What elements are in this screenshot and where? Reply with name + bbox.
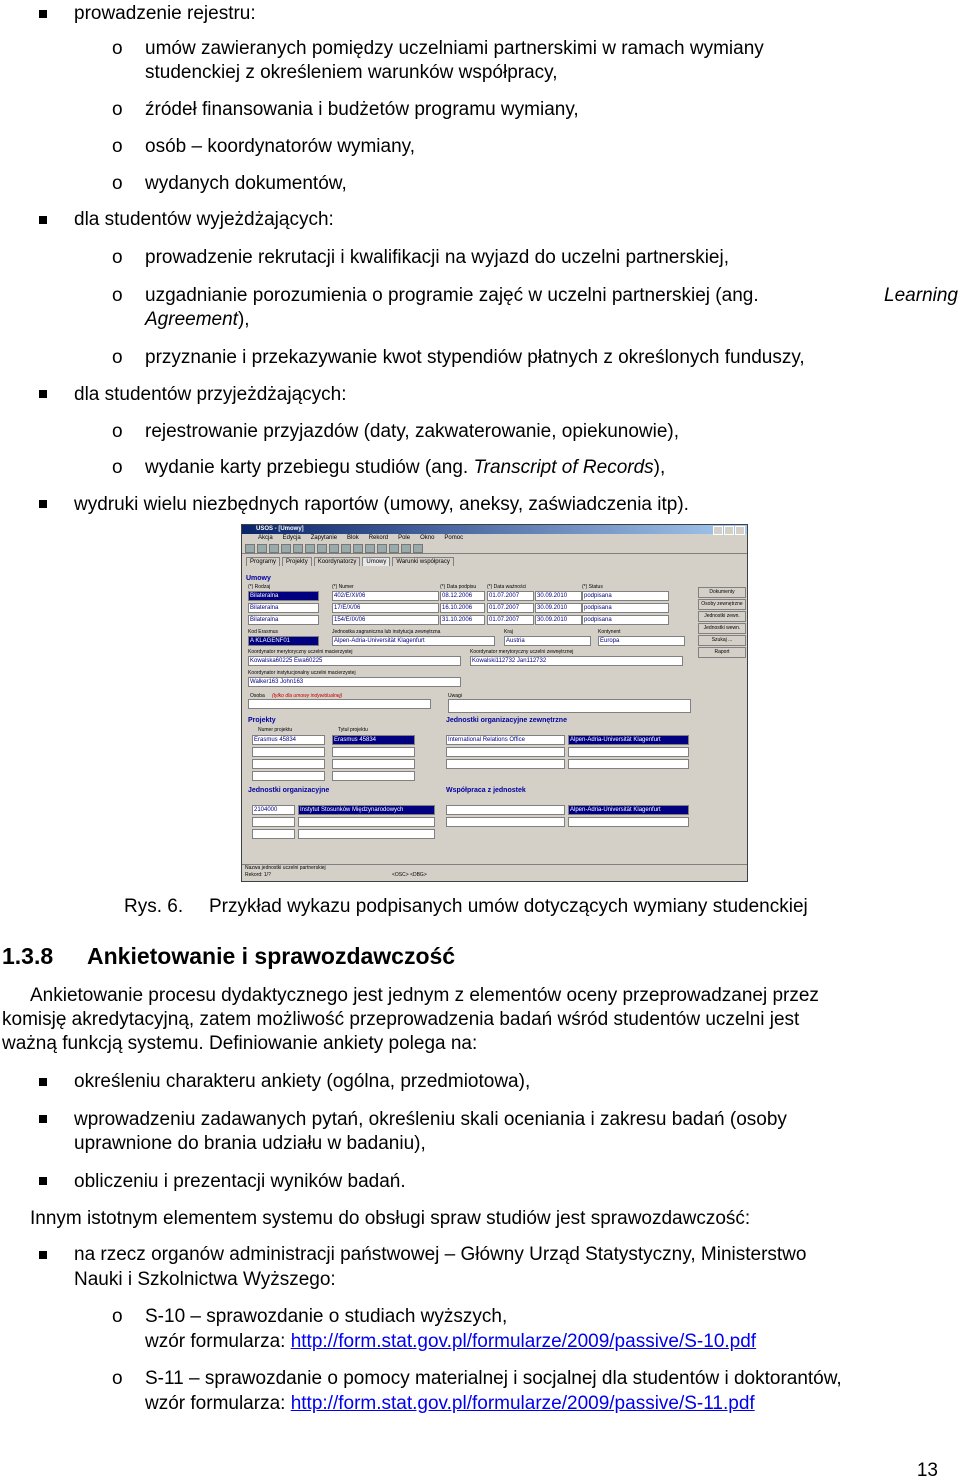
bullet-text: dla studentów wyjeżdżających:	[74, 209, 334, 230]
table-cell: 30.09.2010	[535, 591, 582, 601]
maximize-icon	[724, 526, 734, 535]
circle-bullet-icon: o	[112, 347, 123, 368]
cut-icon	[281, 544, 291, 553]
umowy-panel: Umowy	[246, 575, 271, 582]
prev-record-icon	[353, 544, 363, 553]
list-item: źródeł finansowania i budżetów programu wymiany,	[145, 99, 579, 120]
jednostki-wewn-button: Jednostki wewn.	[698, 623, 746, 634]
tab-strip	[242, 554, 747, 566]
tab-koordynatorzy: Koordynatorzy	[314, 557, 361, 566]
bullet-text-line: wprowadzeniu zadawanych pytań, określeniu skali oceniania i zakresu badań (osoby	[74, 1109, 787, 1130]
table-cell: 402/E/XI/06	[332, 591, 439, 601]
next-record-icon	[365, 544, 375, 553]
copy-icon	[293, 544, 303, 553]
delete-record-icon	[401, 544, 411, 553]
list-item-line: S-10 – sprawozdanie o studiach wyższych,	[145, 1306, 508, 1327]
window-titlebar	[242, 525, 747, 534]
section-number: 1.3.8	[2, 943, 54, 969]
bullet-square-icon	[39, 10, 47, 18]
osoby-zewnetrzne-button: Osoby zewnętrzne	[698, 599, 746, 610]
paragraph-line: ważną funkcją systemu. Definiowanie ankiety polega na:	[2, 1033, 478, 1054]
bullet-square-icon	[39, 390, 47, 398]
exit-icon	[269, 544, 279, 553]
bullet-text: prowadzenie rejestru:	[74, 3, 256, 24]
list-item-line: umów zawieranych pomiędzy uczelniami partnerskimi w ramach wymiany	[145, 38, 764, 59]
circle-bullet-icon: o	[112, 99, 123, 120]
menu-item: Rekord	[368, 535, 389, 541]
table-cell: 30.09.2010	[535, 603, 582, 613]
minimize-icon	[713, 526, 723, 535]
figure-caption: Przykład wykazu podpisanych umów dotyczących wymiany studenckiej	[209, 896, 808, 917]
paragraph: Innym istotnym elementem systemu do obsługi spraw studiów jest sprawozdawczość:	[30, 1208, 751, 1229]
usos-window-screenshot: USOS - [Umowy] Akcja Edycja Zapytanie Blok Rekord Pole Okno Pomoc Programy Projekty Koordynatorzy Umowy Warunki współpracy Umowy (*) Rodzaj (*) Numer (*) Data podpisu (*) Data ważności (*) Status Bilateralna 402/E/XI/06 08.12.2006 01.07.2007 30.09.2010 podpisana Bilateralna 17/E/X/06 16.10.2006 01.07.2007 30.09.2010 podpisana Bilateralna 154/E/IX/06 31.10.2006 01.07.2007 30.09.2010 podpisana Dokumenty Osoby zewnętrzne Jednostki zewn. Jednostki wewn. Szukaj ... Raport Kod Erasmus A KLAGENF01 Jednostka zagraniczna lub instytucja zewnętrzna Alpen-Adria-Universität Klagenfurt Kraj Austria Kontynent Europa Koordynator merytoryczny uczelni macierzystej Kowalska60225 Ewa60225 Koordynator merytoryczny uczelni zewnętrznej Kowalski112732 Jan112732 Koordynator instytucjonalny uczelni macierzystej Walker163 John163 Osoba (tylko dla umowy indywidualnej) Uwagi Projekty Numer projektu Tytuł projektu Erasmus 45834 Erasmus 45834 Jednostki organizacyjne zewnętrzne International Relations Office Alpen-Adria-Universität Klagenfurt Jednostki organizacyjne 2104000 Instytut Stosunków Międzynarodowych Współpraca z jednostek Alpen-Adria-Universität Klagenfurt Nazwa jednostki uczelni partnerskiej Rekord: 1/? <OSC> <DBG>	[241, 524, 748, 882]
bullet-square-icon	[39, 1177, 47, 1185]
section-title: Ankietowanie i sprawozdawczość	[87, 943, 456, 969]
table-cell: Bilateralna	[248, 603, 319, 613]
circle-bullet-icon: o	[112, 38, 123, 59]
last-record-icon	[377, 544, 387, 553]
paragraph-line: Ankietowanie procesu dydaktycznego jest jednym z elementów oceny przeprowadzanej przez	[30, 985, 819, 1006]
execute-icon	[329, 544, 339, 553]
page-number: 13	[916, 1460, 938, 1481]
menu-item: Okno	[420, 535, 435, 541]
bullet-square-icon	[39, 1078, 47, 1086]
table-cell: Bilateralna	[248, 615, 319, 625]
table-cell: 01.07.2007	[487, 603, 534, 613]
bullet-square-icon	[39, 500, 47, 508]
status-bar: Nazwa jednostki uczelni partnerskiej Rekord: 1/? <OSC> <DBG>	[242, 864, 747, 881]
table-cell: 30.09.2010	[535, 615, 582, 625]
tab-umowy: Umowy	[362, 557, 390, 566]
circle-bullet-icon: o	[112, 285, 123, 306]
s10-form-link[interactable]: http://form.stat.gov.pl/formularze/2009/passive/S-10.pdf	[290, 1331, 757, 1352]
list-item-line: uzgadnianie porozumienia o programie zajęć w uczelni partnerskiej (ang. Learning	[145, 285, 958, 306]
raport-button: Raport	[698, 647, 746, 658]
circle-bullet-icon: o	[112, 457, 123, 478]
bullet-square-icon	[39, 1115, 47, 1123]
menu-item: Akcja	[258, 535, 273, 541]
list-item: wydanie karty przebiegu studiów (ang. Transcript of Records),	[145, 457, 666, 478]
menu-item: Pole	[398, 535, 411, 541]
paste-icon	[305, 544, 315, 553]
table-cell: podpisana	[582, 615, 669, 625]
menu-item: Blok	[347, 535, 359, 541]
list-item: wydanych dokumentów,	[145, 173, 347, 194]
list-item: prowadzenie rekrutacji i kwalifikacji na wyjazd do uczelni partnerskiej,	[145, 247, 729, 268]
bullet-square-icon	[39, 1251, 47, 1259]
list-item-line: Agreement),	[145, 309, 250, 330]
circle-bullet-icon: o	[112, 136, 123, 157]
list-item-line: S-11 – sprawozdanie o pomocy materialnej i socjalnej dla studentów i doktorantów,	[145, 1368, 842, 1389]
s11-form-link[interactable]: http://form.stat.gov.pl/formularze/2009/passive/S-11.pdf	[290, 1393, 755, 1414]
circle-bullet-icon: o	[112, 173, 123, 194]
circle-bullet-icon: o	[112, 247, 123, 268]
table-cell: 01.07.2007	[487, 615, 534, 625]
table-cell: 154/E/IX/06	[332, 615, 439, 625]
tab-projekty: Projekty	[282, 557, 312, 566]
circle-bullet-icon: o	[112, 1368, 123, 1389]
save-icon	[245, 544, 255, 553]
table-cell: podpisana	[582, 603, 669, 613]
table-cell: podpisana	[582, 591, 669, 601]
print-icon	[257, 544, 267, 553]
bullet-text-line: na rzecz organów administracji państwowej – Główny Urząd Statystyczny, Ministerstwo	[74, 1244, 807, 1265]
table-cell: 17/E/X/06	[332, 603, 439, 613]
tab-programy: Programy	[246, 557, 280, 566]
bullet-text-line: Nauki i Szkolnictwa Wyższego:	[74, 1269, 336, 1290]
paragraph-line: komisję akredytacyjną, zatem możliwość przeprowadzenia badań wśród studentów uczelni jest	[2, 1009, 800, 1030]
menu-item: Pomoc	[444, 535, 464, 541]
close-icon	[735, 526, 745, 535]
list-item: osób – koordynatorów wymiany,	[145, 136, 415, 157]
list-item-line: studenckiej z określeniem warunków współpracy,	[145, 62, 558, 83]
tab-warunki: Warunki współpracy	[392, 557, 453, 566]
help-icon	[413, 544, 423, 553]
bullet-text: określeniu charakteru ankiety (ogólna, przedmiotowa),	[74, 1071, 531, 1092]
bullet-text: dla studentów przyjeżdżających:	[74, 384, 347, 405]
jednostki-zewn-button: Jednostki zewn.	[698, 611, 746, 622]
figure-caption-label: Rys. 6.	[124, 896, 184, 917]
list-item: rejestrowanie przyjazdów (daty, zakwaterowanie, opiekunowie),	[145, 421, 680, 442]
toolbar	[242, 543, 747, 554]
menu-item: Edycja	[282, 535, 301, 541]
insert-record-icon	[389, 544, 399, 553]
dokumenty-button: Dokumenty	[698, 587, 746, 598]
table-cell: 01.07.2007	[487, 591, 534, 601]
list-item-line: wzór formularza: http://form.stat.gov.pl/formularze/2009/passive/S-11.pdf	[145, 1393, 755, 1414]
bullet-text: obliczeniu i prezentacji wyników badań.	[74, 1171, 406, 1192]
query-icon	[317, 544, 327, 553]
menu-bar	[242, 534, 747, 543]
circle-bullet-icon: o	[112, 421, 123, 442]
bullet-text: wydruki wielu niezbędnych raportów (umowy, aneksy, zaświadczenia itp).	[74, 494, 689, 515]
list-item: przyznanie i przekazywanie kwot stypendiów płatnych z określonych funduszy,	[145, 347, 805, 368]
szukaj-button: Szukaj ...	[698, 635, 746, 646]
bullet-square-icon	[39, 216, 47, 224]
first-record-icon	[341, 544, 351, 553]
menu-item: Zapytanie	[310, 535, 338, 541]
table-cell: Bilateralna	[248, 591, 319, 601]
window-title: USOS - [Umowy]	[256, 526, 304, 532]
list-item-line: wzór formularza: http://form.stat.gov.pl/formularze/2009/passive/S-10.pdf	[145, 1331, 757, 1352]
bullet-text-line: uprawnione do brania udziału w badaniu),	[74, 1133, 426, 1154]
table-cell: 08.12.2006	[440, 591, 485, 601]
table-cell: 31.10.2006	[440, 615, 485, 625]
circle-bullet-icon: o	[112, 1306, 123, 1327]
table-cell: 16.10.2006	[440, 603, 485, 613]
